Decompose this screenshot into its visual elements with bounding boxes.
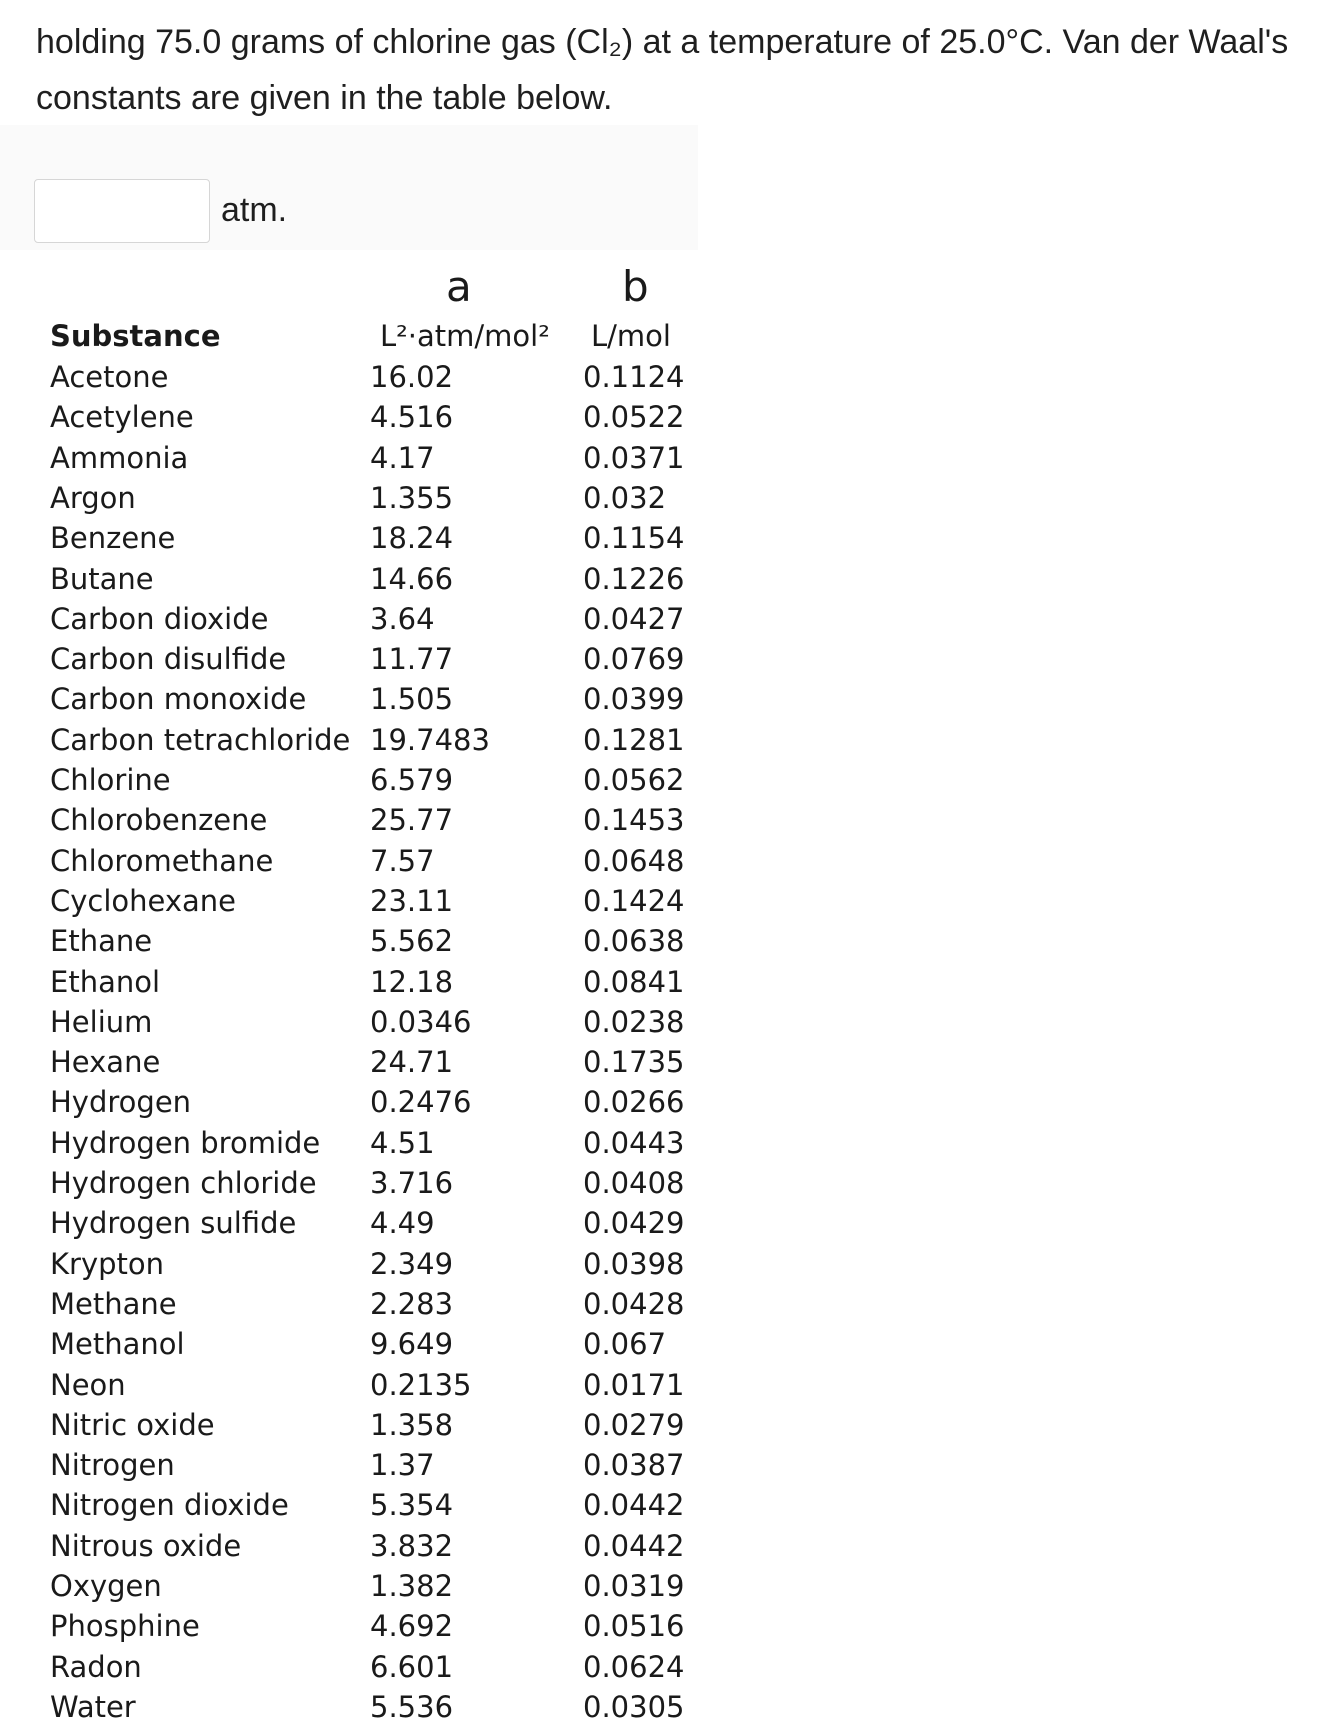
- van-der-waals-table: [34, 254, 698, 1732]
- substance-name: Benzene: [50, 521, 176, 556]
- constant-b-value: 0.1453: [583, 803, 685, 838]
- constant-a-value: 2.349: [370, 1246, 454, 1281]
- answer-input[interactable]: [34, 179, 210, 243]
- constant-a-value: 25.77: [370, 803, 454, 838]
- substance-name: Carbon dioxide: [50, 601, 269, 636]
- constant-b-value: 0.0769: [583, 642, 685, 677]
- constant-b-value: 0.1424: [583, 883, 685, 918]
- question-text: [36, 14, 1296, 126]
- constant-b-value: 0.0522: [583, 400, 685, 435]
- constant-a-value: 14.66: [370, 561, 454, 596]
- constant-b-value: 0.0516: [583, 1609, 685, 1644]
- constant-b-value: 0.0624: [583, 1649, 685, 1684]
- answer-unit-label: atm.: [221, 191, 288, 229]
- substance-name: Nitrous oxide: [50, 1528, 242, 1563]
- constant-b-value: 0.0398: [583, 1246, 685, 1281]
- substance-header: Substance: [50, 319, 221, 353]
- substance-name: Hydrogen chloride: [50, 1166, 317, 1200]
- constant-b-value: 0.0171: [583, 1367, 685, 1402]
- substance-name: Carbon disulfide: [50, 642, 287, 677]
- constant-b-value: 0.067: [583, 1327, 667, 1362]
- constant-a-value: 12.18: [370, 964, 454, 999]
- constant-a-value: 4.49: [370, 1206, 435, 1241]
- table-row: [34, 397, 698, 437]
- substance-name: Nitrogen dioxide: [50, 1488, 289, 1523]
- table-row: [34, 599, 698, 639]
- table-row: [34, 720, 698, 760]
- column-a-unit: L²·atm/mol²: [380, 319, 550, 353]
- constant-b-value: 0.1124: [583, 360, 685, 394]
- column-a-header: a: [446, 262, 472, 311]
- constant-a-value: 0.2476: [370, 1085, 472, 1120]
- constant-b-value: 0.0279: [583, 1407, 685, 1442]
- substance-name: Carbon tetrachloride: [50, 722, 351, 757]
- constant-b-value: 0.0305: [583, 1689, 685, 1724]
- constant-a-value: 1.382: [370, 1569, 454, 1603]
- substance-name: Hydrogen: [50, 1085, 192, 1120]
- constant-a-value: 0.0346: [370, 1004, 472, 1039]
- table-row: [34, 1244, 698, 1284]
- constant-b-value: 0.0266: [583, 1085, 685, 1120]
- constant-a-value: 16.02: [370, 360, 454, 394]
- table-row: [34, 1163, 698, 1203]
- constant-b-value: 0.0442: [583, 1528, 685, 1563]
- constant-b-value: 0.0562: [583, 763, 685, 797]
- constant-b-value: 0.1226: [583, 561, 685, 596]
- substance-name: Argon: [50, 480, 136, 515]
- table-row: [34, 800, 698, 840]
- constant-b-value: 0.0443: [583, 1125, 685, 1160]
- constant-a-value: 1.358: [370, 1407, 454, 1442]
- constant-a-value: 1.505: [370, 682, 454, 717]
- column-b-unit: L/mol: [591, 319, 671, 353]
- substance-name: Oxygen: [50, 1569, 162, 1603]
- table-row: [34, 1123, 698, 1163]
- constant-a-value: 7.57: [370, 843, 435, 878]
- substance-name: Carbon monoxide: [50, 682, 307, 717]
- question-line-1: holding 75.0 grams of chlorine gas (Cl₂) at a temperature of 25.0°C. Van der Waal's: [36, 23, 1289, 61]
- substance-name: Phosphine: [50, 1609, 200, 1644]
- constant-a-value: 6.601: [370, 1649, 454, 1684]
- constant-a-value: 11.77: [370, 642, 454, 677]
- constant-a-value: 4.51: [370, 1125, 435, 1160]
- substance-name: Acetylene: [50, 400, 194, 435]
- constant-a-value: 5.354: [370, 1488, 454, 1523]
- table-row: [34, 841, 698, 881]
- table-row: [34, 1647, 698, 1687]
- constant-b-value: 0.0238: [583, 1004, 685, 1039]
- answer-area: [0, 125, 698, 250]
- table-row: [34, 357, 698, 397]
- table-row: [34, 438, 698, 478]
- constant-b-value: 0.1154: [583, 521, 685, 556]
- constant-b-value: 0.1281: [583, 722, 685, 757]
- substance-name: Chloromethane: [50, 843, 274, 878]
- constant-a-value: 5.536: [370, 1689, 454, 1724]
- table-row: [34, 1526, 698, 1566]
- constant-b-value: 0.0319: [583, 1569, 685, 1603]
- substance-name: Nitrogen: [50, 1448, 175, 1483]
- table-row: [34, 1042, 698, 1082]
- table-row: [34, 1485, 698, 1525]
- constant-b-value: 0.0429: [583, 1206, 685, 1241]
- question-line-2: constants are given in the table below.: [36, 79, 613, 117]
- table-row: [34, 760, 698, 800]
- constant-b-value: 0.032: [583, 480, 667, 515]
- substance-name: Hydrogen bromide: [50, 1125, 321, 1160]
- constant-b-value: 0.0428: [583, 1286, 685, 1321]
- table-row: [34, 1566, 698, 1606]
- constant-a-value: 4.692: [370, 1609, 454, 1644]
- constant-b-value: 0.0841: [583, 964, 685, 999]
- substance-name: Ethane: [50, 924, 153, 959]
- constant-a-value: 23.11: [370, 883, 454, 918]
- constant-a-value: 0.2135: [370, 1367, 472, 1402]
- substance-name: Chlorobenzene: [50, 803, 268, 838]
- substance-name: Methanol: [50, 1327, 185, 1362]
- table-row: [34, 679, 698, 719]
- substance-name: Ammonia: [50, 440, 189, 475]
- table-row: [34, 962, 698, 1002]
- substance-name: Hydrogen sulfide: [50, 1206, 297, 1241]
- table-row: [34, 921, 698, 961]
- table-row: [34, 1082, 698, 1122]
- table-row: [34, 559, 698, 599]
- substance-name: Butane: [50, 561, 154, 596]
- constant-a-value: 19.7483: [370, 722, 490, 757]
- constant-a-value: 3.64: [370, 601, 435, 636]
- table-row: [34, 1405, 698, 1445]
- table-row: [34, 881, 698, 921]
- column-b-header: b: [622, 262, 649, 311]
- constant-a-value: 6.579: [370, 763, 454, 797]
- table-row: [34, 518, 698, 558]
- table-row: [34, 1365, 698, 1405]
- constant-a-value: 9.649: [370, 1327, 454, 1362]
- constant-a-value: 3.832: [370, 1528, 454, 1563]
- constant-a-value: 5.562: [370, 924, 454, 959]
- constant-b-value: 0.0371: [583, 440, 685, 475]
- constant-b-value: 0.1735: [583, 1045, 685, 1080]
- constant-b-value: 0.0648: [583, 843, 685, 878]
- table-row: [34, 1445, 698, 1485]
- constant-a-value: 3.716: [370, 1166, 454, 1200]
- constant-a-value: 4.516: [370, 400, 454, 435]
- table-row: [34, 639, 698, 679]
- constant-b-value: 0.0442: [583, 1488, 685, 1523]
- table-row: [34, 1002, 698, 1042]
- constant-b-value: 0.0427: [583, 601, 685, 636]
- constant-a-value: 1.37: [370, 1448, 435, 1483]
- constant-b-value: 0.0387: [583, 1448, 685, 1483]
- substance-name: Chlorine: [50, 763, 171, 797]
- constant-a-value: 24.71: [370, 1045, 454, 1080]
- constant-a-value: 4.17: [370, 440, 435, 475]
- table-row: [34, 1203, 698, 1243]
- substance-name: Neon: [50, 1367, 126, 1402]
- substance-name: Acetone: [50, 360, 169, 394]
- table-row: [34, 478, 698, 518]
- substance-name: Water: [50, 1689, 136, 1724]
- substance-name: Radon: [50, 1649, 142, 1684]
- constant-a-value: 18.24: [370, 521, 454, 556]
- constant-a-value: 2.283: [370, 1286, 454, 1321]
- table-row: [34, 1284, 698, 1324]
- constant-a-value: 1.355: [370, 480, 454, 515]
- table-row: [34, 1324, 698, 1364]
- substance-name: Cyclohexane: [50, 883, 237, 918]
- table-row: [34, 1687, 698, 1727]
- substance-name: Methane: [50, 1286, 177, 1321]
- substance-name: Krypton: [50, 1246, 165, 1281]
- substance-name: Nitric oxide: [50, 1407, 215, 1442]
- table-row: [34, 1606, 698, 1646]
- constant-b-value: 0.0399: [583, 682, 685, 717]
- constant-b-value: 0.0638: [583, 924, 685, 959]
- substance-name: Hexane: [50, 1045, 161, 1080]
- substance-name: Helium: [50, 1004, 153, 1039]
- substance-name: Ethanol: [50, 964, 161, 999]
- constant-b-value: 0.0408: [583, 1166, 685, 1200]
